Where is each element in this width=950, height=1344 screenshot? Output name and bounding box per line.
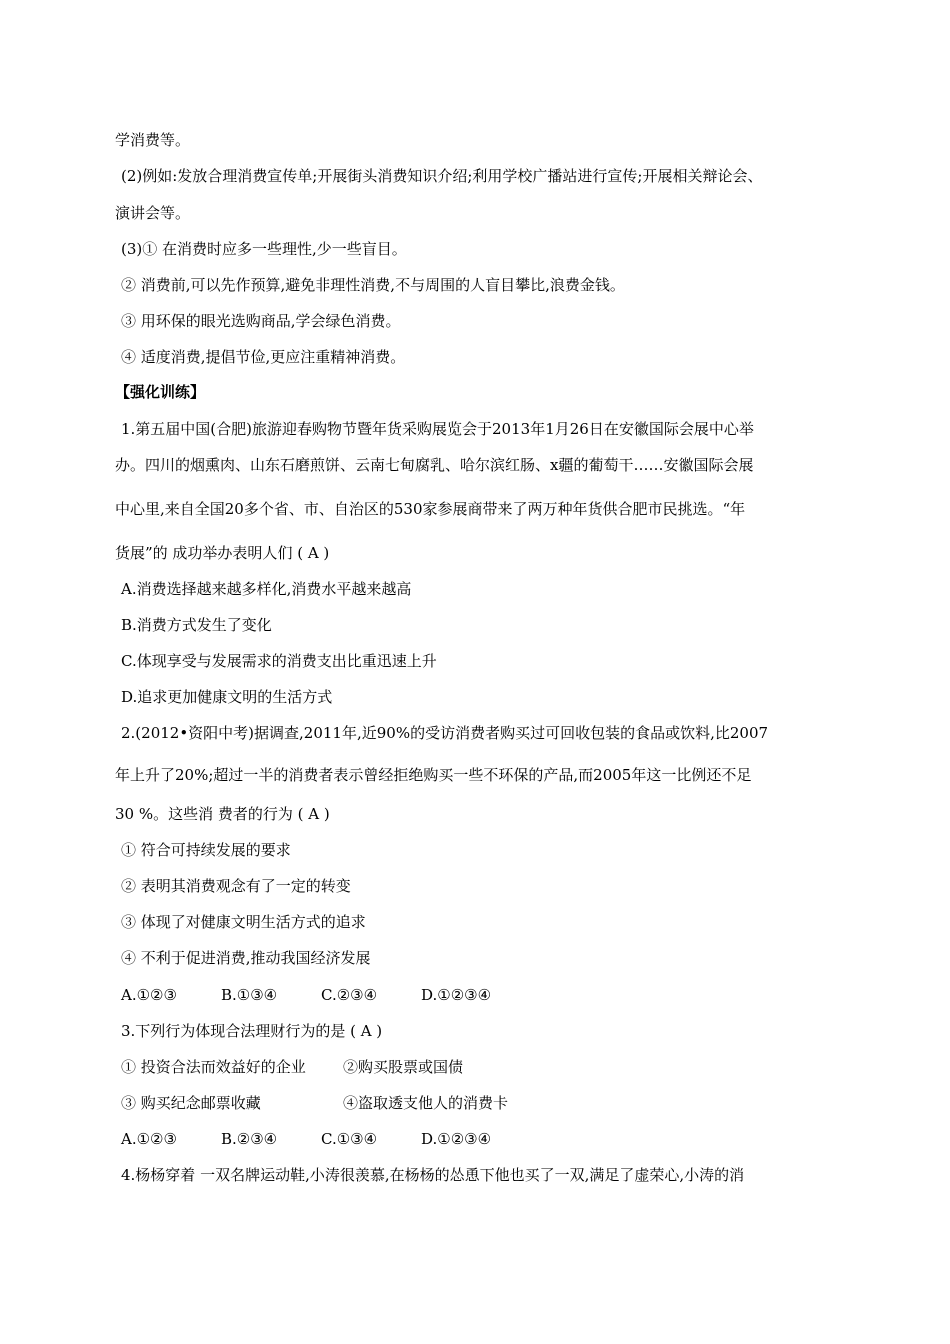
option-d: D.追求更加健康文明的生活方式 [121,688,333,706]
option-c: C.①③④ [321,1130,378,1148]
option-b: B.消费方式发生了变化 [121,616,272,634]
text-line: ③ 用环保的眼光选购商品,学会绿色消费。 [121,312,401,330]
text-line: ② 消费前,可以先作预算,避免非理性消费,不与周围的人盲目攀比,浪费金钱。 [121,276,625,294]
question-1-text: 办。四川的烟熏肉、山东石磨煎饼、云南七甸腐乳、哈尔滨红肠、x疆的葡萄干……安徽国际会展 [115,456,754,474]
statement: ② 表明其消费观念有了一定的转变 [121,877,351,895]
text-line: 演讲会等。 [115,204,191,222]
option-b: B.①③④ [221,986,278,1004]
statement: ③ 购买纪念邮票收藏 [121,1094,261,1112]
section-title: 【强化训练】 [115,383,206,401]
statements-row [121,1093,508,1113]
option-d: D.①②③④ [421,1130,492,1148]
option-d: D.①②③④ [421,986,492,1004]
option-a: A.①②③ [121,986,177,1004]
options-row [121,985,491,1005]
question-2-text: 2.(2012•资阳中考)据调查,2011年,近90%的受访消费者购买过可回收包装的食品或饮料,比2007 [121,724,769,742]
statement: ④ 不利于促进消费,推动我国经济发展 [121,949,371,967]
option-a: A.①②③ [121,1130,177,1148]
question-2-text: 30 %。这些消 费者的行为 ( A ) [115,805,330,823]
text-line: (3)① 在消费时应多一些理性,少一些盲目。 [121,240,407,258]
text-line: (2)例如:发放合理消费宣传单;开展街头消费知识介绍;利用学校广播站进行宣传;开展相关辩论会、 [121,167,763,185]
text-line: ④ 适度消费,提倡节俭,更应注重精神消费。 [121,348,406,366]
statement: ②购买股票或国债 [343,1058,464,1076]
statements-row [121,1057,463,1077]
text-line: 学消费等。 [115,131,191,149]
statement: ③ 体现了对健康文明生活方式的追求 [121,913,366,931]
statement: ① 符合可持续发展的要求 [121,841,291,859]
question-3-text: 3.下列行为体现合法理财行为的是 ( A ) [121,1022,383,1040]
option-c: C.②③④ [321,986,378,1004]
question-4-text: 4.杨杨穿着 一双名牌运动鞋,小涛很羡慕,在杨杨的怂恿下他也买了一双,满足了虚荣心,小涛的消 [121,1166,745,1184]
question-1-text: 中心里,来自全国20多个省、市、自治区的530家参展商带来了两万种年货供合肥市民挑选。“年 [115,500,746,518]
question-1-text: 1.第五届中国(合肥)旅游迎春购物节暨年货采购展览会于2013年1月26日在安徽国际会展中心举 [121,420,754,438]
statement: ① 投资合法而效益好的企业 [121,1058,306,1076]
statement: ④盗取透支他人的消费卡 [343,1094,509,1112]
option-b: B.②③④ [221,1130,278,1148]
option-c: C.体现享受与发展需求的消费支出比重迅速上升 [121,652,437,670]
options-row [121,1129,491,1149]
question-1-text: 货展”的 成功举办表明人们 ( A ) [115,544,330,562]
question-2-text: 年上升了20%;超过一半的消费者表示曾经拒绝购买一些不环保的产品,而2005年这一比例还不足 [115,766,752,784]
option-a: A.消费选择越来越多样化,消费水平越来越高 [121,580,412,598]
